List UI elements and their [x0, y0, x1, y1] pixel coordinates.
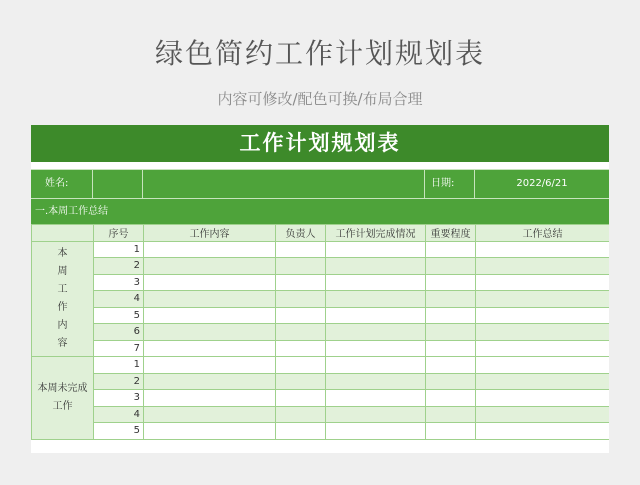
table-row	[32, 423, 610, 440]
table-cell[interactable]	[476, 307, 610, 324]
table-cell[interactable]	[326, 340, 426, 357]
table-cell[interactable]	[144, 390, 276, 407]
table-cell[interactable]	[476, 274, 610, 291]
table-cell[interactable]	[426, 340, 476, 357]
table-cell[interactable]	[476, 406, 610, 423]
header-blank	[32, 225, 94, 242]
table-cell[interactable]	[276, 307, 326, 324]
name-value-field[interactable]	[93, 170, 143, 198]
column-header: 工作计划完成情况	[326, 225, 426, 242]
table-cell[interactable]	[144, 357, 276, 374]
table-cell[interactable]	[426, 357, 476, 374]
table-cell[interactable]	[326, 291, 426, 308]
row-number: 4	[94, 406, 144, 423]
table-cell[interactable]	[476, 241, 610, 258]
work-table	[31, 224, 609, 440]
row-number: 5	[94, 423, 144, 440]
table-cell[interactable]	[276, 423, 326, 440]
column-header: 重要程度	[426, 225, 476, 242]
row-number: 4	[94, 291, 144, 308]
info-blank[interactable]	[143, 170, 425, 198]
table-header-row	[32, 225, 610, 242]
info-row	[31, 169, 609, 198]
column-header: 工作总结	[476, 225, 610, 242]
table-row	[32, 390, 610, 407]
table-cell[interactable]	[426, 324, 476, 341]
table-row	[32, 274, 610, 291]
table-cell[interactable]	[326, 406, 426, 423]
table-cell[interactable]	[426, 390, 476, 407]
row-number: 6	[94, 324, 144, 341]
column-header: 负责人	[276, 225, 326, 242]
table-cell[interactable]	[144, 373, 276, 390]
section-title: 一.本周工作总结	[31, 198, 609, 224]
row-number: 2	[94, 373, 144, 390]
table-row	[32, 340, 610, 357]
table-row	[32, 307, 610, 324]
group-label: 本 周 工 作 内 容	[32, 241, 94, 357]
table-cell[interactable]	[476, 390, 610, 407]
table-cell[interactable]	[276, 324, 326, 341]
table-cell[interactable]	[426, 241, 476, 258]
table-cell[interactable]	[326, 307, 426, 324]
table-cell[interactable]	[426, 291, 476, 308]
table-cell[interactable]	[144, 324, 276, 341]
table-cell[interactable]	[276, 258, 326, 275]
table-row	[32, 324, 610, 341]
row-number: 5	[94, 307, 144, 324]
table-cell[interactable]	[476, 373, 610, 390]
table-cell[interactable]	[426, 274, 476, 291]
table-cell[interactable]	[326, 324, 426, 341]
table-cell[interactable]	[326, 423, 426, 440]
table-cell[interactable]	[144, 274, 276, 291]
row-number: 1	[94, 357, 144, 374]
table-row	[32, 291, 610, 308]
table-cell[interactable]	[276, 373, 326, 390]
table-row	[32, 258, 610, 275]
table-cell[interactable]	[426, 258, 476, 275]
table-cell[interactable]	[326, 373, 426, 390]
table-row	[32, 373, 610, 390]
table-cell[interactable]	[144, 406, 276, 423]
table-cell[interactable]	[144, 258, 276, 275]
row-number: 3	[94, 274, 144, 291]
table-cell[interactable]	[326, 357, 426, 374]
table-cell[interactable]	[276, 390, 326, 407]
row-number: 7	[94, 340, 144, 357]
row-number: 2	[94, 258, 144, 275]
table-cell[interactable]	[276, 406, 326, 423]
row-number: 3	[94, 390, 144, 407]
column-header: 序号	[94, 225, 144, 242]
column-header: 工作内容	[144, 225, 276, 242]
row-number: 1	[94, 241, 144, 258]
table-cell[interactable]	[144, 307, 276, 324]
table-cell[interactable]	[476, 291, 610, 308]
table-cell[interactable]	[476, 340, 610, 357]
table-cell[interactable]	[326, 258, 426, 275]
table-cell[interactable]	[276, 340, 326, 357]
table-row	[32, 241, 610, 258]
page-subtitle: 内容可修改/配色可换/布局合理	[217, 90, 423, 108]
table-cell[interactable]	[276, 291, 326, 308]
page-title: 绿色简约工作计划规划表	[154, 37, 485, 70]
table-row	[32, 406, 610, 423]
table-cell[interactable]	[326, 241, 426, 258]
table-cell[interactable]	[144, 291, 276, 308]
table-cell[interactable]	[144, 340, 276, 357]
table-cell[interactable]	[276, 241, 326, 258]
table-cell[interactable]	[476, 258, 610, 275]
table-cell[interactable]	[144, 423, 276, 440]
date-value[interactable]: 2022/6/21	[516, 178, 568, 189]
table-cell[interactable]	[326, 274, 426, 291]
table-cell[interactable]	[326, 390, 426, 407]
table-cell[interactable]	[426, 373, 476, 390]
date-label: 日期:	[425, 170, 475, 198]
table-cell[interactable]	[144, 241, 276, 258]
table-cell[interactable]	[476, 423, 610, 440]
table-cell[interactable]	[426, 423, 476, 440]
group-label: 本周未完成 工作	[32, 357, 94, 440]
name-label: 姓名:	[31, 170, 93, 198]
sheet-header: 工作计划规划表	[31, 125, 609, 162]
table-cell[interactable]	[276, 274, 326, 291]
table-cell[interactable]	[276, 357, 326, 374]
table-cell[interactable]	[476, 357, 610, 374]
table-cell[interactable]	[476, 324, 610, 341]
table-row	[32, 357, 610, 374]
plan-sheet	[31, 125, 609, 453]
table-cell[interactable]	[426, 307, 476, 324]
table-cell[interactable]	[426, 406, 476, 423]
